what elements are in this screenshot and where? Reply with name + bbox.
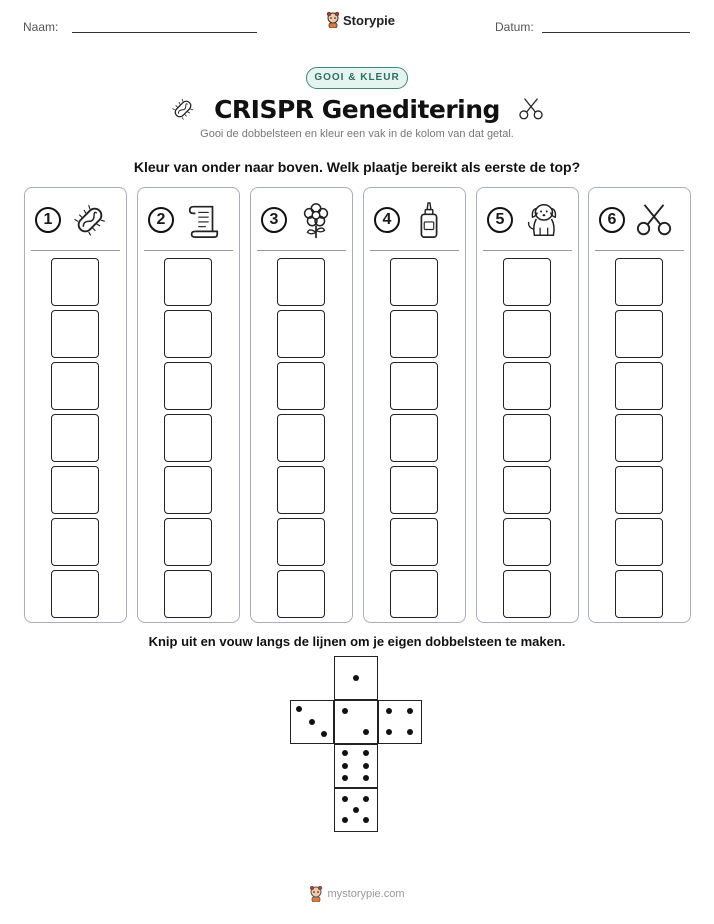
puppy-icon: [523, 201, 561, 239]
die-pip: [342, 708, 348, 714]
name-line: [72, 32, 257, 33]
subtitle: Gooi de dobbelsteen en kleur een vak in de kolom van dat getal.: [200, 128, 514, 140]
color-box[interactable]: [503, 310, 551, 358]
scissors-icon: [635, 201, 673, 239]
bacteria-icon: [170, 96, 196, 122]
die-pip: [386, 708, 392, 714]
flower-icon: [297, 201, 335, 239]
color-box[interactable]: [51, 570, 99, 618]
race-columns: [24, 187, 690, 623]
die-pip: [363, 729, 369, 735]
die-face-4: [378, 700, 422, 744]
column-divider: [31, 250, 120, 251]
color-box[interactable]: [615, 518, 663, 566]
die-pip: [342, 750, 348, 756]
color-box[interactable]: [164, 414, 212, 462]
page-footer: [0, 886, 714, 902]
color-box[interactable]: [164, 570, 212, 618]
activity-badge: GOOI & KLEUR: [306, 67, 408, 89]
die-pip: [342, 796, 348, 802]
color-box[interactable]: [164, 310, 212, 358]
storypie-mascot-icon: [326, 12, 340, 28]
color-box[interactable]: [615, 362, 663, 410]
color-box[interactable]: [390, 362, 438, 410]
color-box[interactable]: [277, 362, 325, 410]
die-pip: [363, 775, 369, 781]
color-box[interactable]: [51, 362, 99, 410]
color-box[interactable]: [277, 466, 325, 514]
die-pip: [386, 729, 392, 735]
column-header: [477, 188, 578, 250]
column-divider: [595, 250, 684, 251]
column-number: 2: [148, 207, 174, 233]
color-box[interactable]: [615, 258, 663, 306]
column-divider: [370, 250, 459, 251]
column-3: [250, 187, 353, 623]
color-box[interactable]: [277, 414, 325, 462]
column-header: [251, 188, 352, 250]
color-box[interactable]: [615, 570, 663, 618]
color-box[interactable]: [503, 258, 551, 306]
die-face-2: [334, 700, 378, 744]
die-pip: [321, 731, 327, 737]
instruction-text: Kleur van onder naar boven. Welk plaatje bereikt als eerste de top?: [133, 159, 581, 175]
color-box[interactable]: [51, 258, 99, 306]
date-line: [542, 32, 690, 33]
color-box[interactable]: [615, 466, 663, 514]
die-pip: [342, 763, 348, 769]
color-box[interactable]: [164, 466, 212, 514]
color-box[interactable]: [164, 258, 212, 306]
color-box[interactable]: [164, 362, 212, 410]
column-number: 4: [374, 207, 400, 233]
die-face-1: [334, 656, 378, 700]
color-box[interactable]: [51, 518, 99, 566]
column-5: [476, 187, 579, 623]
scissors-icon: [518, 96, 544, 122]
die-pip: [296, 706, 302, 712]
color-box[interactable]: [51, 310, 99, 358]
color-box[interactable]: [503, 362, 551, 410]
die-face-3: [290, 700, 334, 744]
column-header: [589, 188, 690, 250]
die-pip: [407, 708, 413, 714]
column-header: [138, 188, 239, 250]
column-divider: [483, 250, 572, 251]
color-box[interactable]: [503, 570, 551, 618]
die-pip: [407, 729, 413, 735]
color-box[interactable]: [277, 310, 325, 358]
color-box[interactable]: [390, 466, 438, 514]
die-pip: [342, 775, 348, 781]
die-pip: [363, 763, 369, 769]
glue-bottle-icon: [410, 201, 448, 239]
name-label: Naam:: [23, 20, 59, 34]
die-pip: [309, 719, 315, 725]
cut-instruction: Knip uit en vouw langs de lijnen om je eigen dobbelsteen te maken.: [148, 634, 566, 649]
color-box[interactable]: [51, 466, 99, 514]
color-box[interactable]: [390, 518, 438, 566]
color-box[interactable]: [277, 570, 325, 618]
column-header: [364, 188, 465, 250]
column-header: [25, 188, 126, 250]
storypie-mascot-icon: [309, 886, 323, 902]
die-pip: [342, 817, 348, 823]
page-header: [0, 0, 714, 50]
column-4: [363, 187, 466, 623]
color-box[interactable]: [615, 414, 663, 462]
brand-name: Storypie: [343, 12, 396, 28]
die-face-6: [334, 744, 378, 788]
column-number: 5: [487, 207, 513, 233]
die-pip: [353, 675, 359, 681]
date-label: Datum:: [495, 20, 534, 34]
footer-url: mystorypie.com: [327, 888, 405, 900]
column-2: [137, 187, 240, 623]
color-box[interactable]: [390, 414, 438, 462]
color-box[interactable]: [390, 310, 438, 358]
color-box[interactable]: [503, 466, 551, 514]
die-pip: [363, 796, 369, 802]
color-box[interactable]: [51, 414, 99, 462]
column-divider: [257, 250, 346, 251]
page-title: CRISPR Geneditering: [214, 94, 500, 124]
color-box[interactable]: [164, 518, 212, 566]
color-box[interactable]: [390, 570, 438, 618]
scroll-icon: [184, 201, 222, 239]
column-divider: [144, 250, 233, 251]
color-box[interactable]: [390, 258, 438, 306]
column-number: 6: [599, 207, 625, 233]
color-box[interactable]: [615, 310, 663, 358]
color-box[interactable]: [277, 518, 325, 566]
color-box[interactable]: [277, 258, 325, 306]
die-face-5: [334, 788, 378, 832]
brand-logo: [326, 12, 395, 28]
column-1: [24, 187, 127, 623]
die-pip: [363, 750, 369, 756]
color-box[interactable]: [503, 518, 551, 566]
bacteria-icon: [71, 201, 109, 239]
column-6: [588, 187, 691, 623]
title-row: [0, 90, 714, 128]
die-pip: [353, 807, 359, 813]
column-number: 1: [35, 207, 61, 233]
column-number: 3: [261, 207, 287, 233]
color-box[interactable]: [503, 414, 551, 462]
die-pip: [363, 817, 369, 823]
